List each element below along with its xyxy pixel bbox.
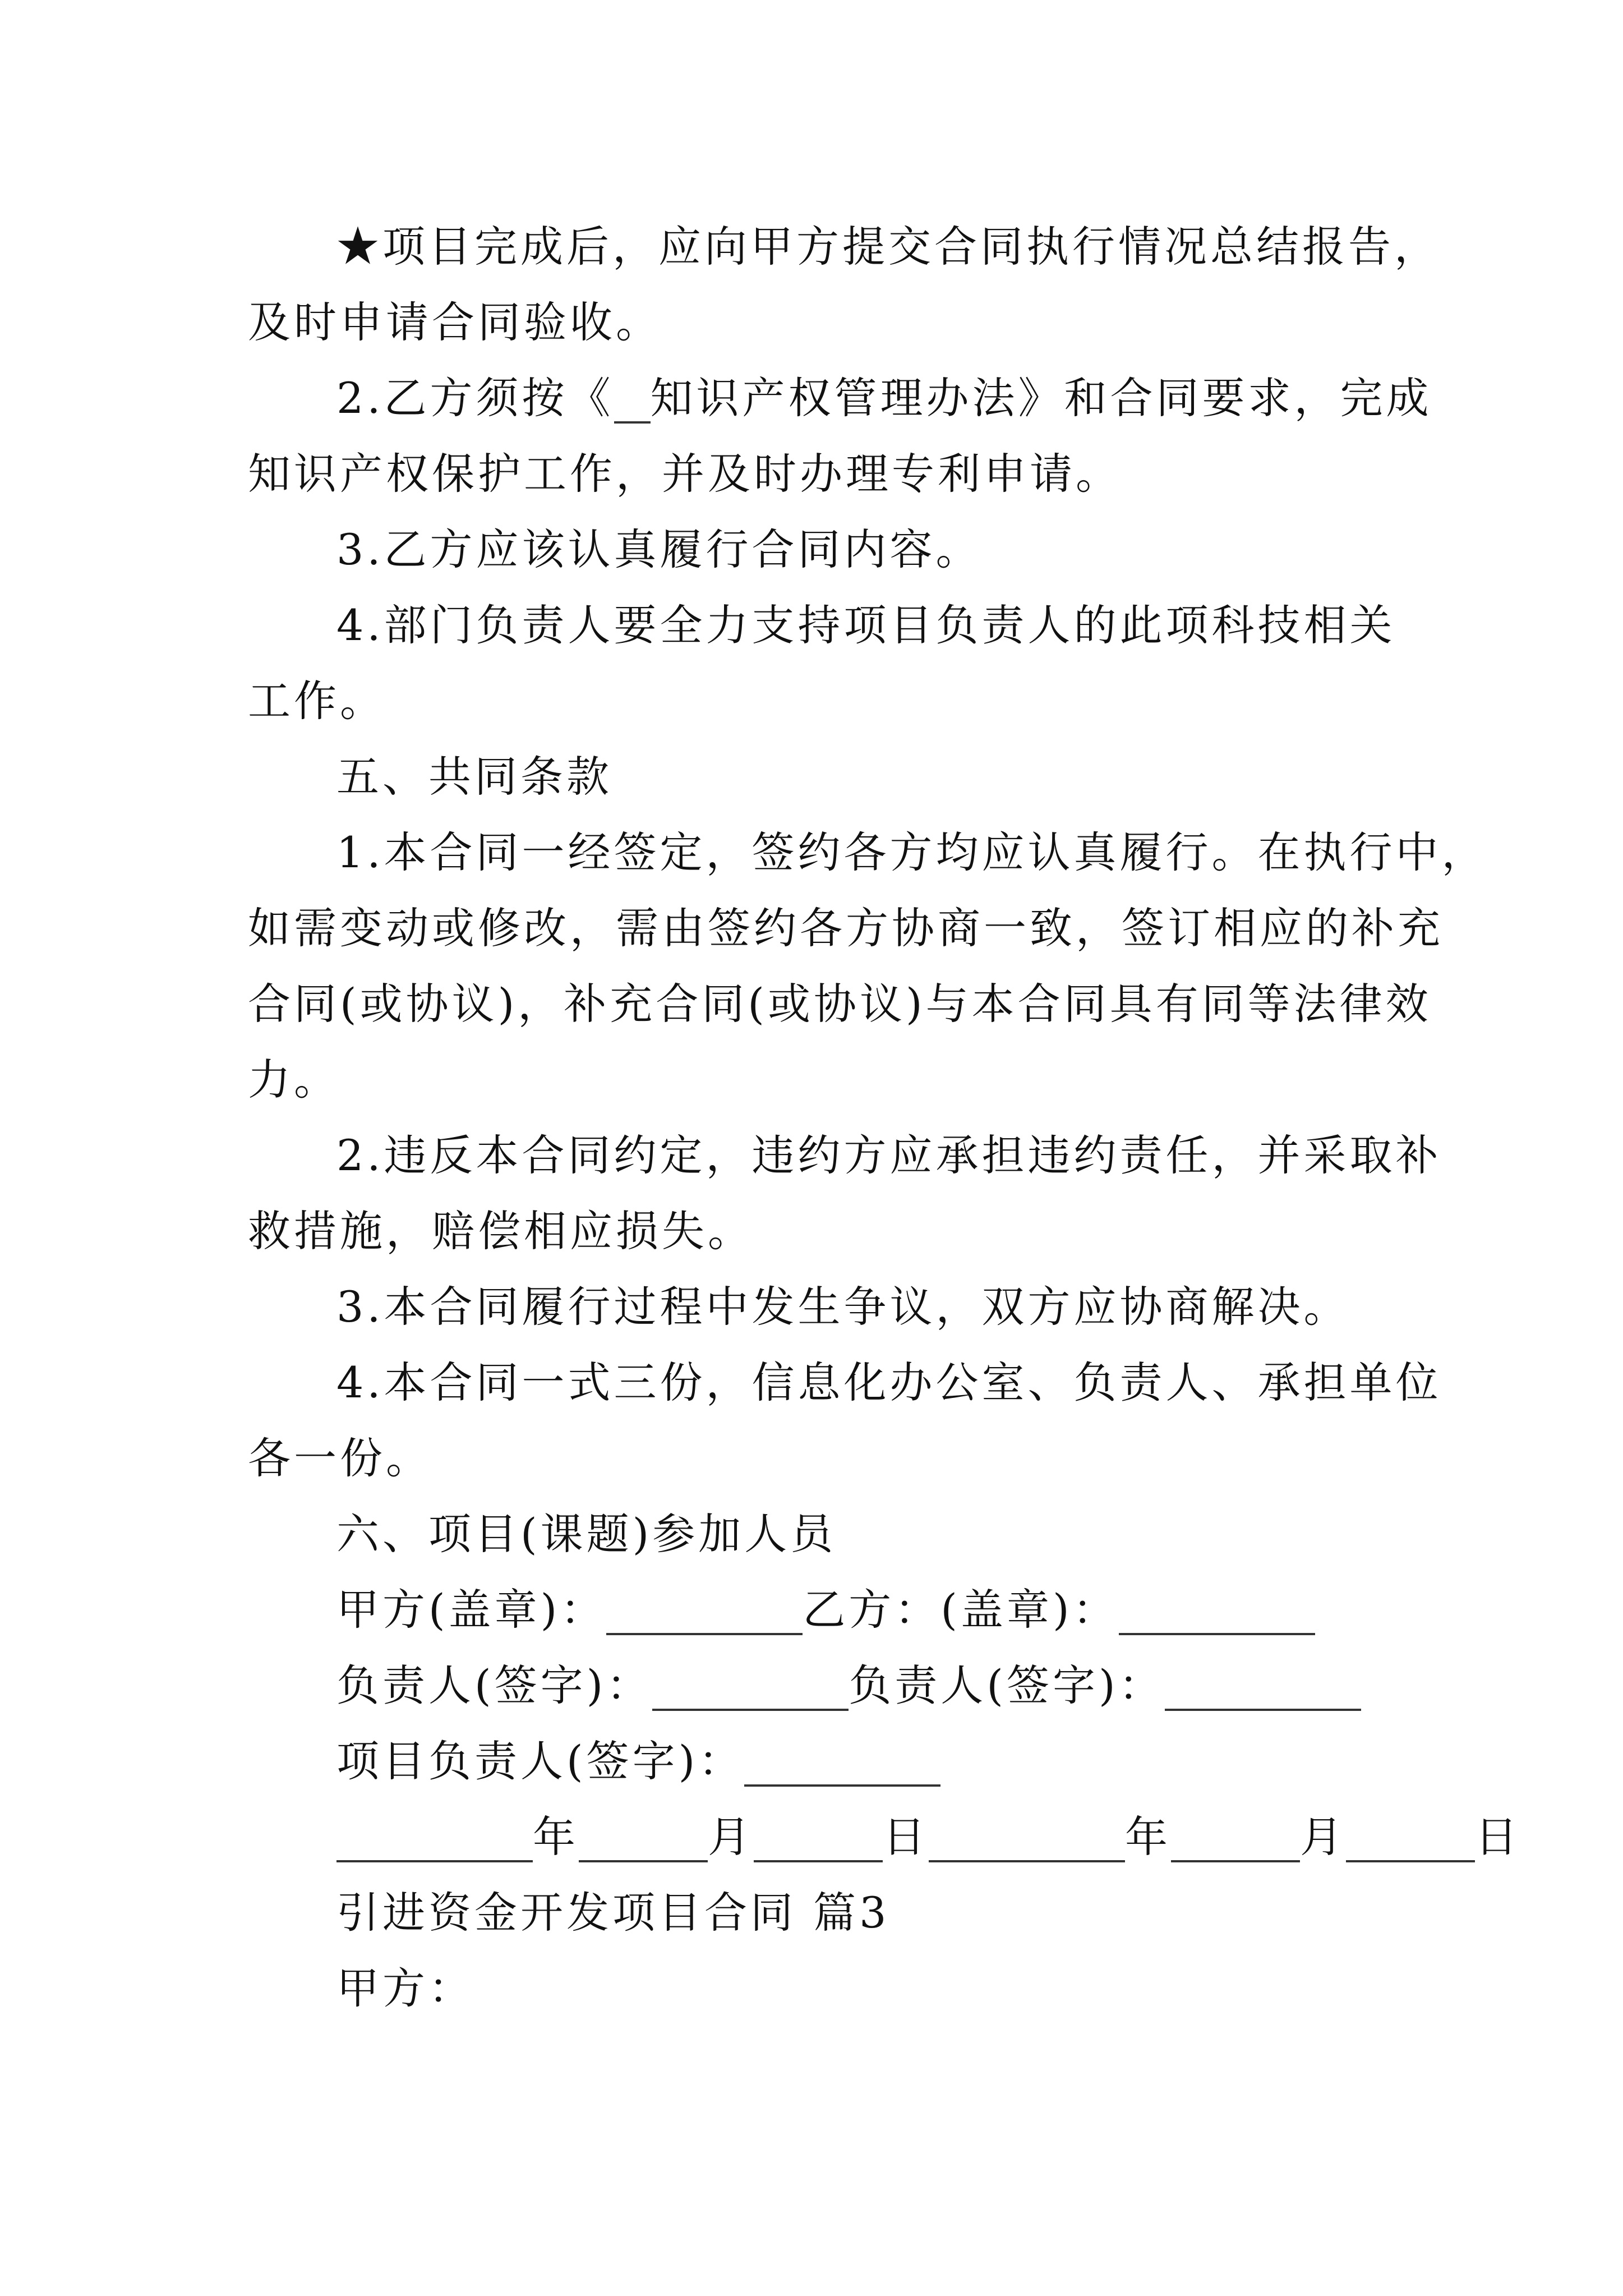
blank-line	[614, 382, 651, 424]
blank-line	[1171, 1821, 1300, 1862]
date-row	[336, 1812, 1521, 1862]
blank-line	[606, 1594, 803, 1635]
text-segment: 知识产权管理办法》和合同要求，完成	[650, 373, 1432, 423]
blank-line	[336, 1821, 533, 1862]
paragraph-line: 4.本合同一式三份，信息化办公室、负责人、承担单位	[336, 1358, 1442, 1407]
paragraph-line	[336, 373, 1432, 424]
blank-line	[929, 1821, 1125, 1862]
blank-line	[652, 1669, 849, 1711]
signature-row	[336, 1736, 940, 1787]
paragraph-line: 力。	[248, 1055, 340, 1105]
paragraph-line: 如需变动或修改，需由签约各方协商一致，签订相应的补充	[248, 903, 1444, 953]
paragraph-line: 3.本合同履行过程中发生争议，双方应协商解决。	[336, 1282, 1350, 1332]
month-label: 月	[708, 1812, 754, 1862]
paragraph-line: ★项目完成后，应向甲方提交合同执行情况总结报告，	[336, 222, 1440, 272]
blank-line	[754, 1821, 883, 1862]
paragraph-line: 知识产权保护工作，并及时办理专利申请。	[248, 449, 1122, 499]
leader-sign-a-label: 负责人(签字)：	[336, 1660, 653, 1710]
paragraph-line: 及时申请合同验收。	[248, 297, 662, 347]
blank-line	[1346, 1821, 1475, 1862]
section-heading: 五、共同条款	[336, 752, 612, 802]
signature-row	[336, 1660, 1361, 1711]
paragraph-line: 3.乙方应该认真履行合同内容。	[336, 524, 982, 574]
paragraph-line: 工作。	[248, 676, 386, 726]
party-a-seal-label: 甲方(盖章)：	[336, 1585, 607, 1635]
party-b-seal-label: 乙方：(盖章)：	[803, 1585, 1119, 1635]
paragraph-line: 救措施，赔偿相应损失。	[248, 1206, 754, 1256]
blank-line	[1165, 1669, 1361, 1711]
day-label: 日	[883, 1812, 929, 1862]
blank-line	[579, 1821, 708, 1862]
paragraph-line: 4.部门负责人要全力支持项目负责人的此项科技相关	[336, 600, 1396, 650]
month-label: 月	[1300, 1812, 1346, 1862]
blank-line	[744, 1745, 940, 1787]
paragraph-line: 2.违反本合同约定，违约方应承担违约责任，并采取补	[336, 1130, 1442, 1180]
section-heading: 六、项目(课题)参加人员	[336, 1509, 837, 1559]
year-label: 年	[1125, 1812, 1171, 1862]
blank-line	[1119, 1594, 1315, 1635]
text-segment: 2.乙方须按《	[336, 373, 614, 423]
year-label: 年	[533, 1812, 579, 1862]
next-section-title: 引进资金开发项目合同 篇3	[336, 1888, 890, 1938]
day-label: 日	[1475, 1812, 1521, 1862]
leader-sign-b-label: 负责人(签字)：	[849, 1660, 1165, 1710]
party-a-label: 甲方：	[336, 1963, 474, 2013]
project-leader-sign-label: 项目负责人(签字)：	[336, 1736, 745, 1786]
signature-row	[336, 1585, 1315, 1635]
paragraph-line: 各一份。	[248, 1433, 432, 1483]
paragraph-line: 1.本合同一经签定，签约各方均应认真履行。在执行中，	[336, 827, 1488, 877]
paragraph-line: 合同(或协议)，补充合同(或协议)与本合同具有同等法律效	[248, 979, 1432, 1029]
